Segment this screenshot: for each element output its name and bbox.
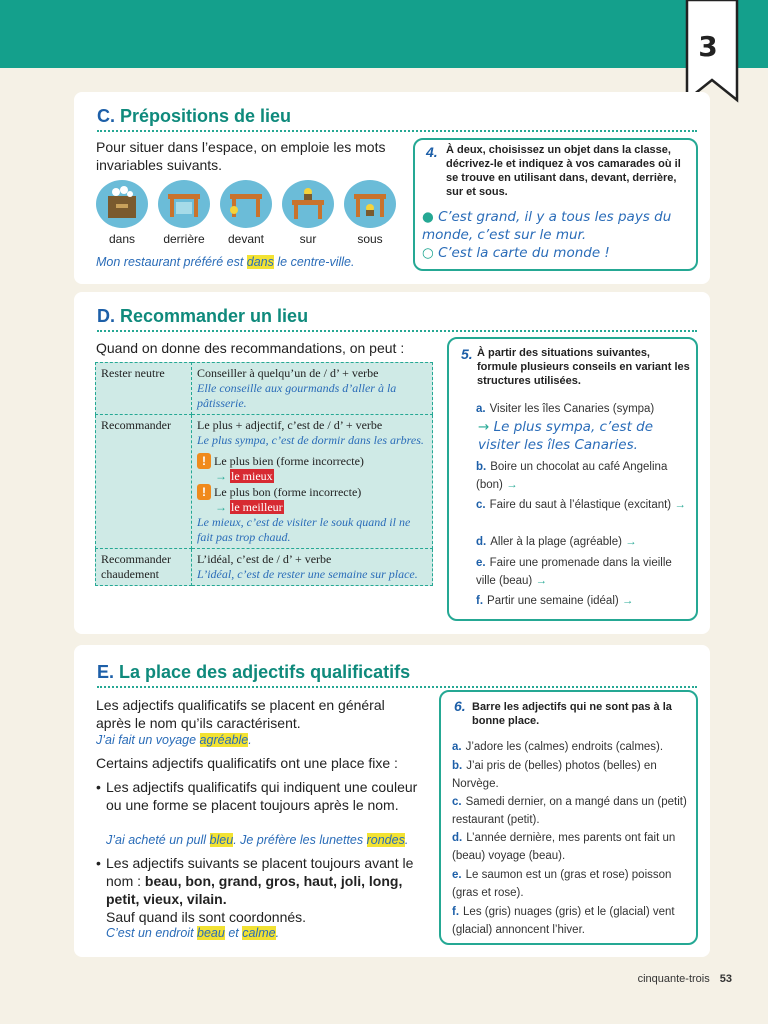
section-c-example: Mon restaurant préféré est dans le centre-ville. [96,255,355,269]
section-title-text: Prépositions de lieu [120,106,292,126]
top-banner [0,0,768,68]
label-sur: sur [299,232,317,246]
highlight: agréable [199,733,249,747]
section-d-title [97,306,308,327]
derriere-icon [158,180,210,228]
example: J’ai fait un voyage agréable. [96,733,252,747]
exercise-item: d. L’année dernière, mes parents ont fait un (beau) voyage (beau). [452,832,676,862]
section-letter: E. [97,662,115,682]
row-content: Le plus + adjectif, c’est de / d’ + verbe Le plus sympa, c’est de dormir dans les arbres. ! Le plus bien (forme incorrecte) → le mieux ! Le plus bon (forme incorrecte) → le meilleur Le mieux, c’est de visiter le souk quand il ne fait pas trop chaud. [192,415,433,549]
exercise-item: e. Faire une promenade dans la vieille ville (beau) → [476,557,672,587]
section-e-paragraph: Certains adjectifs qualificatifs ont une place fixe : [96,755,398,771]
bullet-item: • Les adjectifs suivants se placent toujours avant le nom : beau, bon, grand, gros, haut, joli, long, petit, vieux, vilain. Sauf quand ils sont coordonnés. [96,855,414,925]
exercise-item: f. Partir une semaine (idéal) → [476,595,634,607]
correct-form: le meilleur [231,500,283,514]
divider [97,330,697,332]
section-e-title [97,662,410,683]
exercise-instruction: À partir des situations suivantes, formule plusieurs conseils en variant les structures utilisées. [477,347,690,387]
page-footer [638,973,732,985]
section-c-title [97,106,291,127]
example: J’ai acheté un pull bleu. Je préfère les lunettes rondes. [106,833,409,847]
section-title-text: La place des adjectifs qualificatifs [119,662,411,682]
answer-line: → Le plus sympa, c’est de visiter les îles Canaries. [478,419,654,453]
table-row [96,549,433,586]
example: C’est un endroit beau et calme. [106,926,280,940]
warning-icon: ! [197,484,211,500]
exercise-item: a. Visiter les îles Canaries (sympa) [476,403,655,415]
section-letter: C. [97,106,115,126]
correct-form: le mieux [231,469,273,483]
exercise-item: c. Samedi dernier, on a mangé dans un (petit) restaurant (petit). [452,796,687,826]
recommendation-table [95,362,433,586]
exercise-item: a. J’adore les (calmes) endroits (calmes). [452,741,664,753]
exercise-item: f. Les (gris) nuages (gris) et le (glacial) vent (glacial) annoncent l’hiver. [452,906,675,936]
page-word: cinquante-trois [637,973,710,985]
section-letter: D. [97,306,115,326]
section-d-intro: Quand on donne des recommandations, on peut : [96,340,405,356]
highlight: rondes [366,833,405,847]
label-derriere: derrière [163,232,205,246]
chapter-tab [684,0,740,104]
row-label: Recommander [96,415,192,549]
chapter-number: 3 [698,30,718,63]
label-sous: sous [357,232,383,246]
exercise-item: c. Faire du saut à l’élastique (excitant) → [476,499,686,511]
highlight: dans [246,255,274,269]
answer-line: ● C’est grand, il y a tous les pays du monde, c’est sur le mur. [422,209,672,243]
bullet-item: • Les adjectifs qualificatifs qui indiquent une couleur ou une forme se placent toujours après le nom. [96,779,418,813]
exercise-number: 6. [454,698,466,714]
dans-icon [96,180,148,228]
warning-icon: ! [197,453,211,469]
highlight: calme [242,926,276,940]
section-c-intro: Pour situer dans l’espace, on emploie les mots invariables suivants. [96,139,386,173]
label-devant: devant [227,232,265,246]
divider [97,686,697,688]
row-content: Conseiller à quelqu’un de / d’ + verbe Elle conseille aux gourmands d’aller à la pâtisserie. [192,363,433,415]
section-e-paragraph: Les adjectifs qualificatifs se placent en général après le nom qu’ils caractérisent. [96,697,385,731]
exercise-instruction: À deux, choisissez un objet dans la classe, décrivez-le et indiquez à vos camarades où il se trouve en utilisant dans, devant, derrière, sur et sous. [446,144,681,198]
exercise-item: e. Le saumon est un (gras et rose) poisson (gras et rose). [452,869,672,899]
row-content: L’idéal, c’est de / d’ + verbe L’idéal, c’est de rester une semaine sur place. [192,549,433,586]
answer-line: ○ C’est la carte du monde ! [422,245,610,261]
sous-icon [344,180,396,228]
exercise-number: 4. [426,144,438,160]
table-row [96,363,433,415]
exercise-instruction: Barre les adjectifs qui ne sont pas à la bonne place. [472,701,672,727]
sur-icon [282,180,334,228]
exercise-item: b. Boire un chocolat au café Angelina (bon) → [476,461,668,491]
highlight: bleu [209,833,234,847]
row-label: Rester neutre [96,363,192,415]
row-label: Recommander chaudement [96,549,192,586]
label-dans: dans [108,232,136,246]
page-number: 53 [719,973,732,985]
exercise-item: b. J’ai pris de (belles) photos (belles) en Norvège. [452,760,657,790]
exercise-item: d. Aller à la plage (agréable) → [476,536,637,548]
highlight: beau [197,926,225,940]
divider [97,130,697,132]
devant-icon [220,180,272,228]
table-row [96,415,433,549]
exercise-number: 5. [461,346,473,362]
section-title-text: Recommander un lieu [120,306,309,326]
